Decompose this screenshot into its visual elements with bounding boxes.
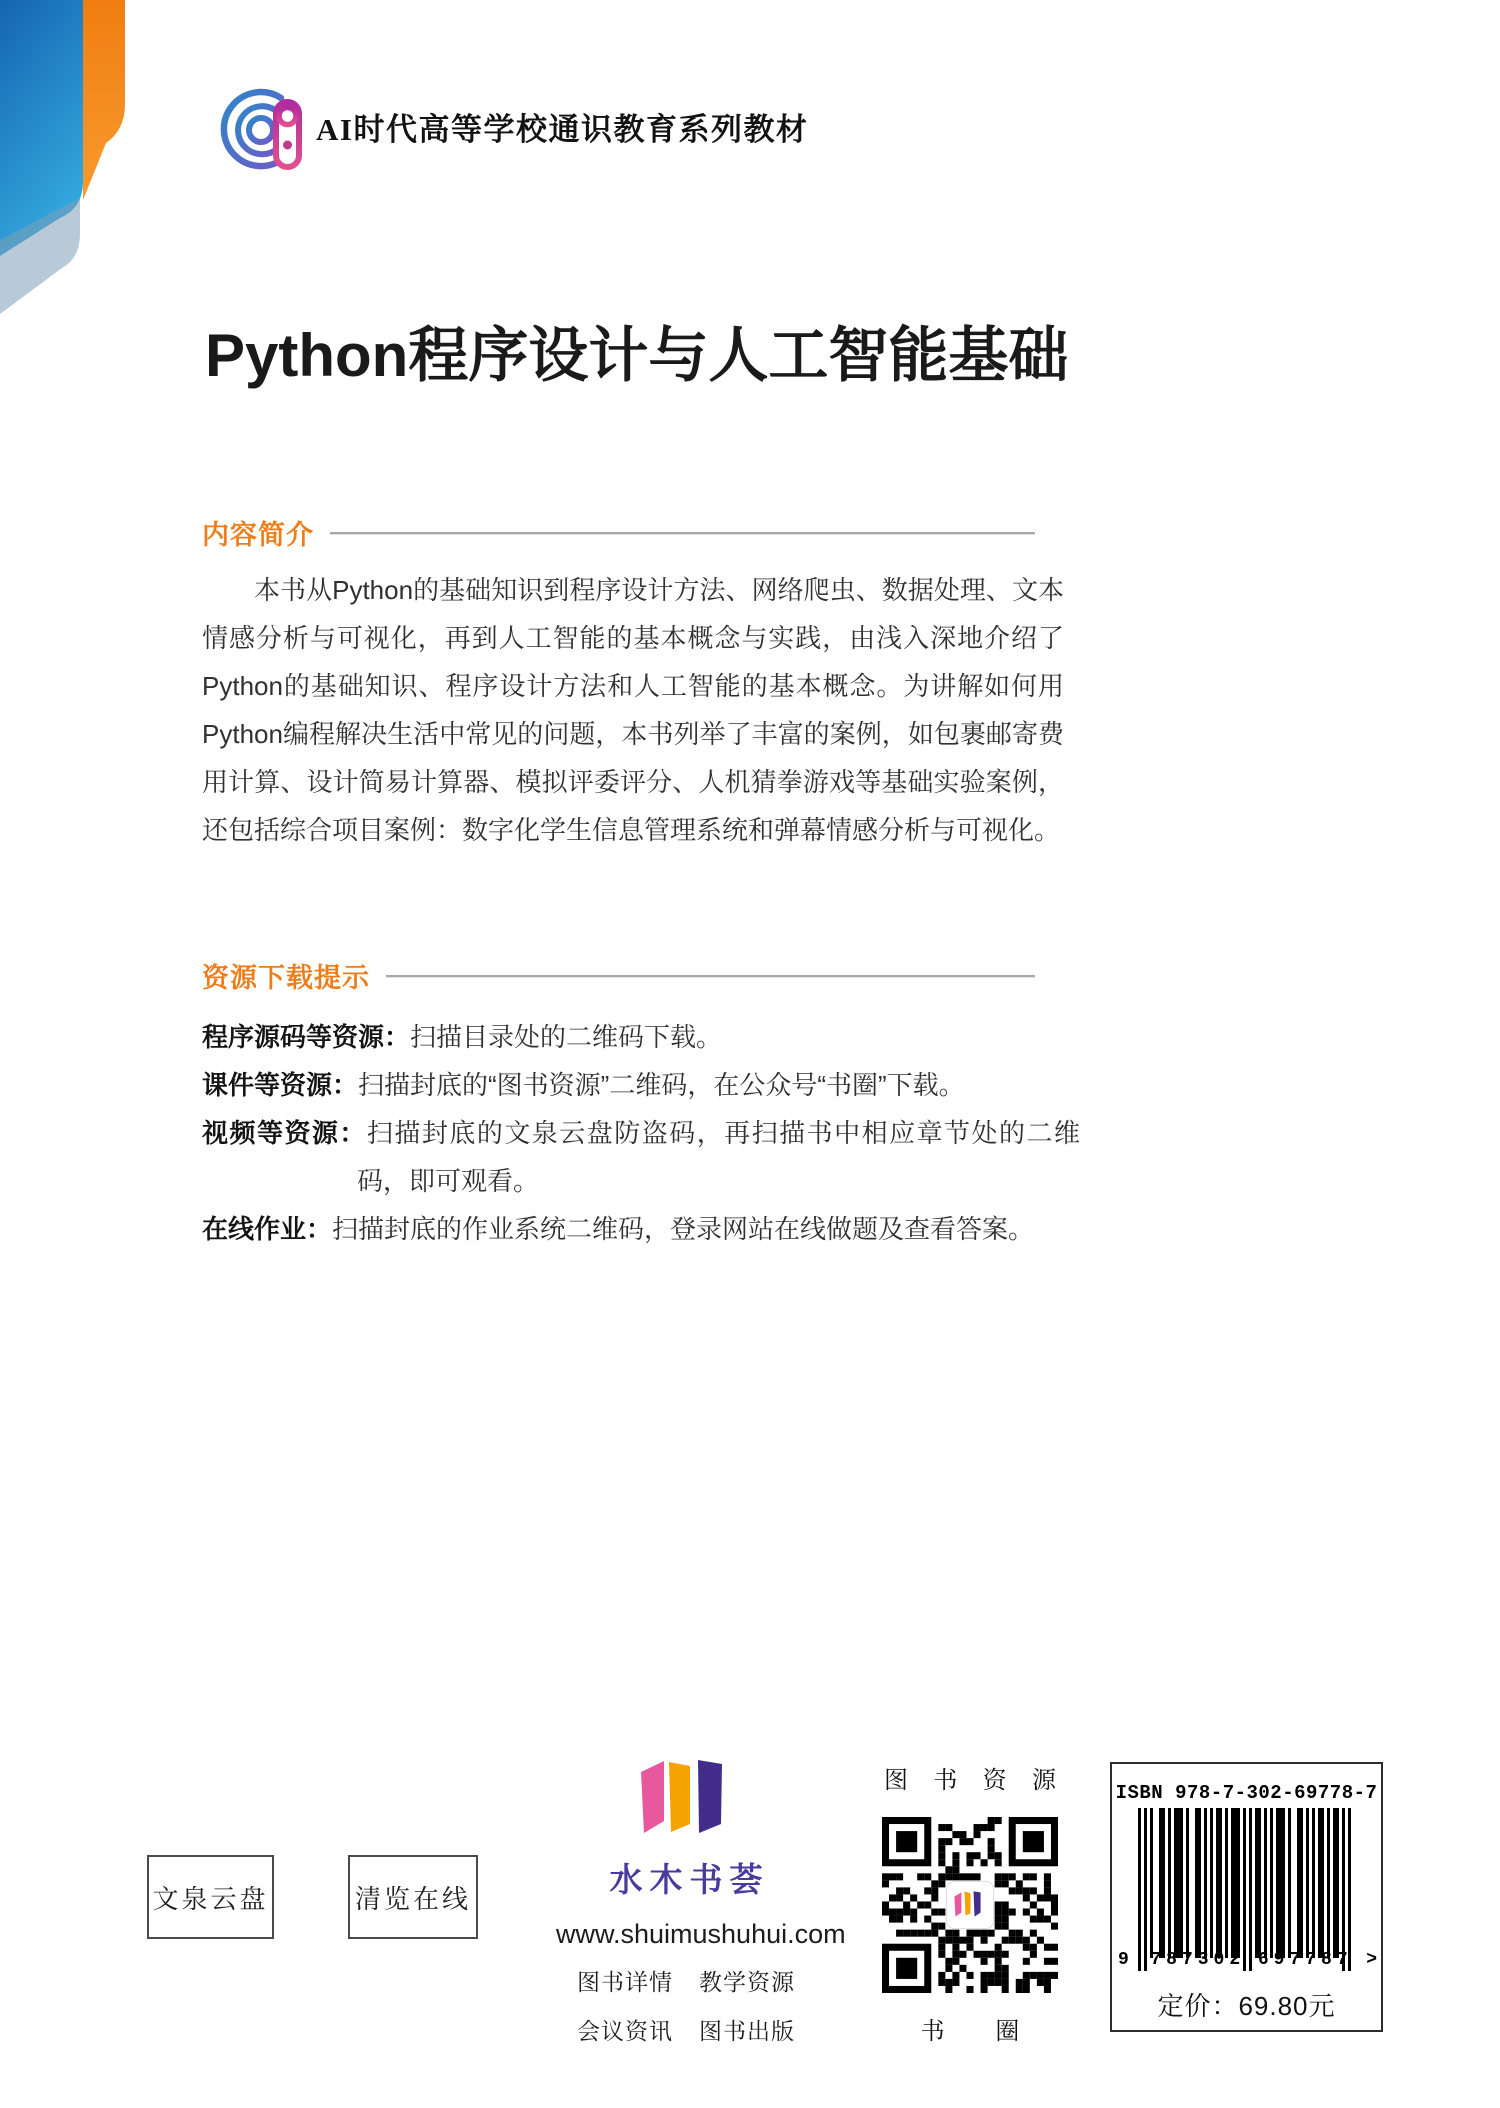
resources-heading-text: 资源下载提示	[202, 963, 370, 993]
link-teaching-resources: 教学资源	[699, 1969, 795, 1995]
publisher-links-row2	[556, 2013, 816, 2046]
isbn-text: ISBN 978-7-302-69778-7	[1115, 1782, 1378, 1804]
intro-paragraph: 本书从Python的基础知识到程序设计方法、网络爬虫、数据处理、文本情感分析与可视化，再到人工智能的基本概念与实践，由浅入深地介绍了Python的基础知识、程序设计方法和人工智能的基本概念。为讲解如何用Python编程解决生活中常见的问题，本书列举了丰富的案例，如包裹邮寄费用计算、设计简易计算器、模拟评委评分、人机猜拳游戏等基础实验案例，还包括综合项目案例：数字化学生信息管理系统和弹幕情感分析与可视化。	[202, 575, 1064, 845]
ean13-barcode	[1138, 1808, 1354, 1971]
isbn-barcode-box	[1110, 1762, 1383, 2032]
section-resources-heading	[202, 956, 1035, 995]
barcode-digits: 9 787302 697787 >	[1118, 1950, 1377, 1970]
series-title: AI时代高等学校通识教育系列教材	[316, 112, 809, 147]
link-book-publishing: 图书出版	[699, 2018, 795, 2044]
book-resources-qr-code	[882, 1817, 1058, 1993]
price-text: 定价：69.80元	[1157, 1991, 1336, 2021]
resource-item-source-code: 程序源码等资源：扫描目录处的二维码下载。	[202, 1022, 723, 1052]
publisher-url: www.shuimushuhui.com	[556, 1919, 846, 1949]
intro-heading-text: 内容简介	[202, 520, 314, 550]
heading-rule	[386, 975, 1035, 977]
resource-item-video: 视频等资源：扫描封底的文泉云盘防盗码，再扫描书中相应章节处的二维码，即可观看。	[202, 1118, 1080, 1196]
publisher-block	[556, 1760, 846, 2046]
link-book-details: 图书详情	[577, 1969, 673, 1995]
resource-item-online-homework: 在线作业：扫描封底的作业系统二维码，登录网站在线做题及查看答案。	[202, 1214, 1035, 1244]
qinglan-online-stamp: 清览在线	[348, 1855, 478, 1939]
heading-rule	[330, 532, 1035, 534]
book-title: Python程序设计与人工智能基础	[205, 322, 1069, 389]
corner-decoration	[0, 0, 360, 360]
corner-shape-orange	[83, 0, 125, 200]
resource-item-courseware: 课件等资源：扫描封底的“图书资源”二维码，在公众号“书圈”下载。	[202, 1070, 965, 1100]
qr-caption-bottom: 书 圈	[920, 2018, 1042, 2045]
publisher-links-row1	[556, 1964, 816, 1997]
section-intro-heading	[202, 513, 1035, 552]
ai-series-logo	[214, 82, 308, 174]
link-conference-info: 会议资讯	[577, 2018, 673, 2044]
shuimu-book-logo	[641, 1760, 731, 1838]
resource-list	[202, 1013, 1080, 1253]
qr-block	[882, 1760, 1058, 2046]
qr-caption-top: 图 书 资 源	[884, 1767, 1056, 1794]
wenquan-cloud-stamp: 文泉云盘	[147, 1855, 274, 1939]
publisher-name: 水木书荟	[609, 1863, 770, 1899]
